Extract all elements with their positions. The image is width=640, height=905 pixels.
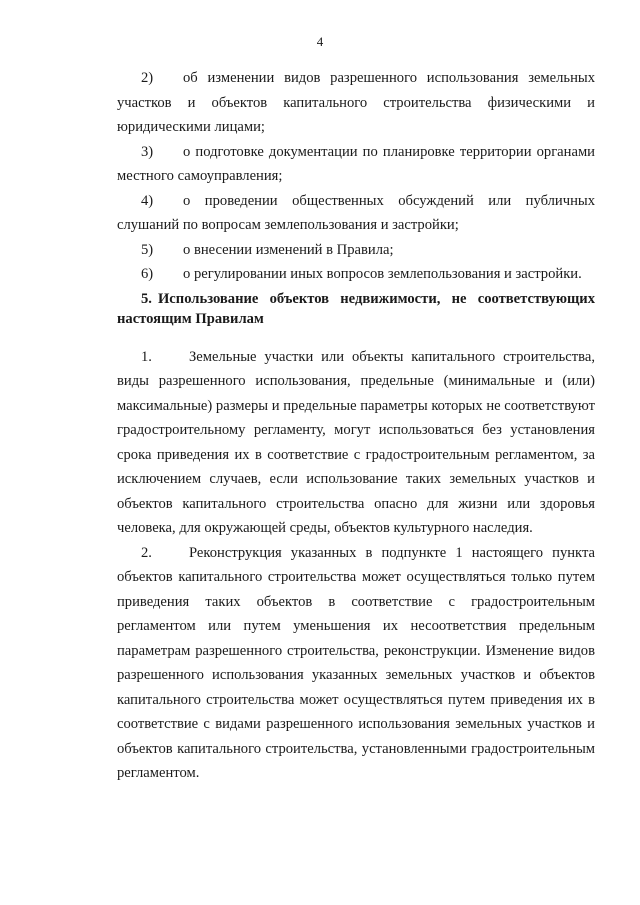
list-item-text: о внесении изменений в Правила; — [183, 241, 394, 258]
body-paragraph — [117, 345, 595, 541]
paragraph-text: Земельные участки или объекты капитального строительства, виды разрешенного использования, предельные (минимальные и (или) максимальные) размеры и предельные параметры которых не соответствуют градостроительному регламенту, могут использоваться без установления срока приведения их в соответствие с градостроительным регламентом, за исключением случаев, если использование таких земельных участков и объектов капитального строительства опасно для жизни или здоровья человека, для окружающей среды, объектов культурного наследия. — [117, 348, 595, 536]
list-item-text: о проведении общественных обсуждений или публичных слушаний по вопросам землепользования и застройки; — [117, 192, 595, 233]
page-number: 4 — [316, 34, 324, 49]
list-item-number: 5) — [141, 241, 154, 258]
list-item — [117, 238, 595, 263]
document-body — [117, 66, 595, 786]
list-item-number: 2) — [141, 70, 154, 86]
section-heading — [117, 289, 595, 329]
list-item-text: о регулировании иных вопросов землепользования и застройки. — [183, 266, 582, 282]
paragraph-number: 1. — [141, 348, 152, 365]
list-item — [117, 66, 595, 140]
section-number: 5. — [141, 290, 152, 307]
section-title: Использование объектов недвижимости, не соответствующих настоящим Правилам — [117, 290, 595, 327]
paragraph-number: 2. — [141, 544, 152, 561]
body-paragraph — [117, 541, 595, 786]
list-item-number: 3) — [141, 143, 154, 160]
list-item-number: 6) — [141, 266, 154, 282]
list-item-number: 4) — [141, 192, 154, 209]
list-item — [117, 262, 595, 287]
section-spacer — [117, 329, 595, 345]
list-item-text: об изменении видов разрешенного использования земельных участков и объектов капитального строительства физическими и юридическими лицами; — [117, 70, 595, 135]
list-item-text: о подготовке документации по планировке территории органами местного самоуправления; — [117, 143, 595, 184]
paragraph-text: Реконструкция указанных в подпункте 1 настоящего пункта объектов капитального строительства может осуществляться только путем приведения таких объектов в соответствие с градостроительным регламентом или путем уменьшения их несоответствия предельным параметрам разрешенного строительства, реконструкции. Изменение видов разрешенного использования указанных земельных участков и объектов капитального строительства может осуществляться путем приведения их в соответствие с видами разрешенного использования земельных участков и объектов капитального строительства, установленными градостроительным регламентом. — [117, 544, 595, 781]
list-item — [117, 189, 595, 238]
list-item — [117, 140, 595, 189]
